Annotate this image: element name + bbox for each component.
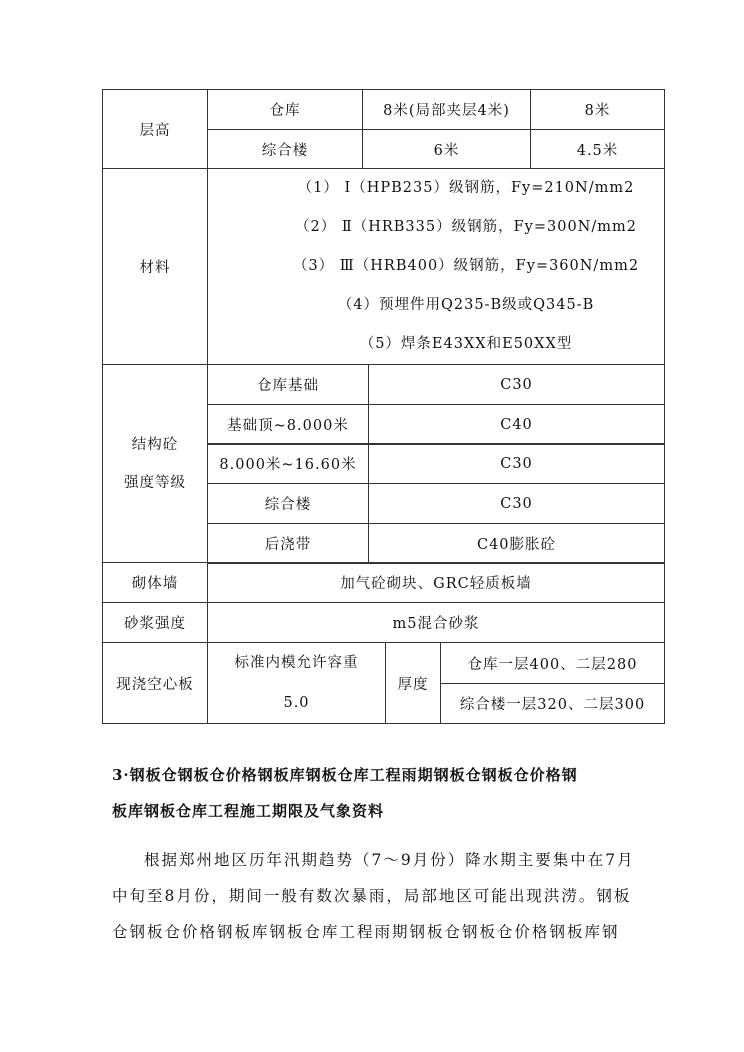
materials-list [207, 168, 665, 365]
concrete-part: 后浇带 [207, 523, 369, 564]
cell: 仓库 [207, 89, 363, 130]
cell: 4.5米 [530, 129, 665, 169]
masonry-label: 砌体墙 [102, 562, 208, 603]
section-heading: 3·钢板仓钢板仓价格钢板库钢板仓库工程雨期钢板仓钢板仓价格钢 [112, 766, 578, 784]
slab-std-value: 5.0 [283, 695, 310, 711]
floor-height-label: 层高 [102, 89, 208, 169]
label-line: 强度等级 [124, 474, 186, 491]
cell: 6米 [362, 129, 531, 169]
concrete-part: 仓库基础 [207, 364, 369, 405]
cell: 8米(局部夹层4米) [362, 89, 531, 130]
paragraph-line: 根据郑州地区历年汛期趋势（7～9月份）降水期主要集中在7月 [144, 851, 635, 869]
masonry-value: 加气砼砌块、GRC轻质板墙 [207, 562, 665, 603]
material-item: （5）焊条E43XX和E50XX型 [359, 336, 573, 352]
concrete-part: 8.000米~16.60米 [207, 443, 369, 484]
concrete-label [102, 364, 208, 563]
concrete-grade: C30 [368, 443, 665, 484]
material-item: （2） Ⅱ（HRB335）级钢筋，Fy=300N/mm2 [295, 219, 637, 235]
label-line: 结构砼 [131, 436, 179, 453]
concrete-part: 综合楼 [207, 483, 369, 524]
mortar-label: 砂浆强度 [102, 602, 208, 643]
concrete-grade: C40 [368, 404, 665, 445]
materials-label: 材料 [102, 168, 208, 365]
slab-thickness-label: 厚度 [385, 642, 441, 724]
concrete-grade: C40膨胀砼 [368, 523, 665, 564]
slab-thickness-1: 仓库一层400、二层280 [440, 642, 665, 684]
mortar-value: m5混合砂浆 [207, 602, 665, 643]
concrete-grade: C30 [368, 483, 665, 524]
cell: 8米 [530, 89, 665, 130]
material-item: （4）预埋件用Q235-B级或Q345-B [337, 297, 595, 313]
cell: 综合楼 [207, 129, 363, 169]
paragraph-line: 中旬至8月份，期间一般有数次暴雨，局部地区可能出现洪涝。钢板 [112, 887, 632, 905]
concrete-grade: C30 [368, 364, 665, 405]
material-item: （3） Ⅲ（HRB400）级钢筋，Fy=360N/mm2 [292, 258, 640, 274]
material-item: （1） Ⅰ（HPB235）级钢筋，Fy=210N/mm2 [297, 180, 635, 196]
paragraph-line: 仓钢板仓价格钢板库钢板仓库工程雨期钢板仓钢板仓价格钢板库钢 [112, 923, 620, 941]
slab-std [207, 642, 386, 724]
slab-std-text: 标准内模允许容重 [234, 655, 359, 671]
slab-thickness-2: 综合楼一层320、二层300 [440, 683, 665, 724]
concrete-part: 基础顶~8.000米 [207, 404, 369, 445]
section-heading: 板库钢板仓库工程施工期限及气象资料 [112, 802, 385, 820]
slab-label: 现浇空心板 [102, 642, 208, 724]
